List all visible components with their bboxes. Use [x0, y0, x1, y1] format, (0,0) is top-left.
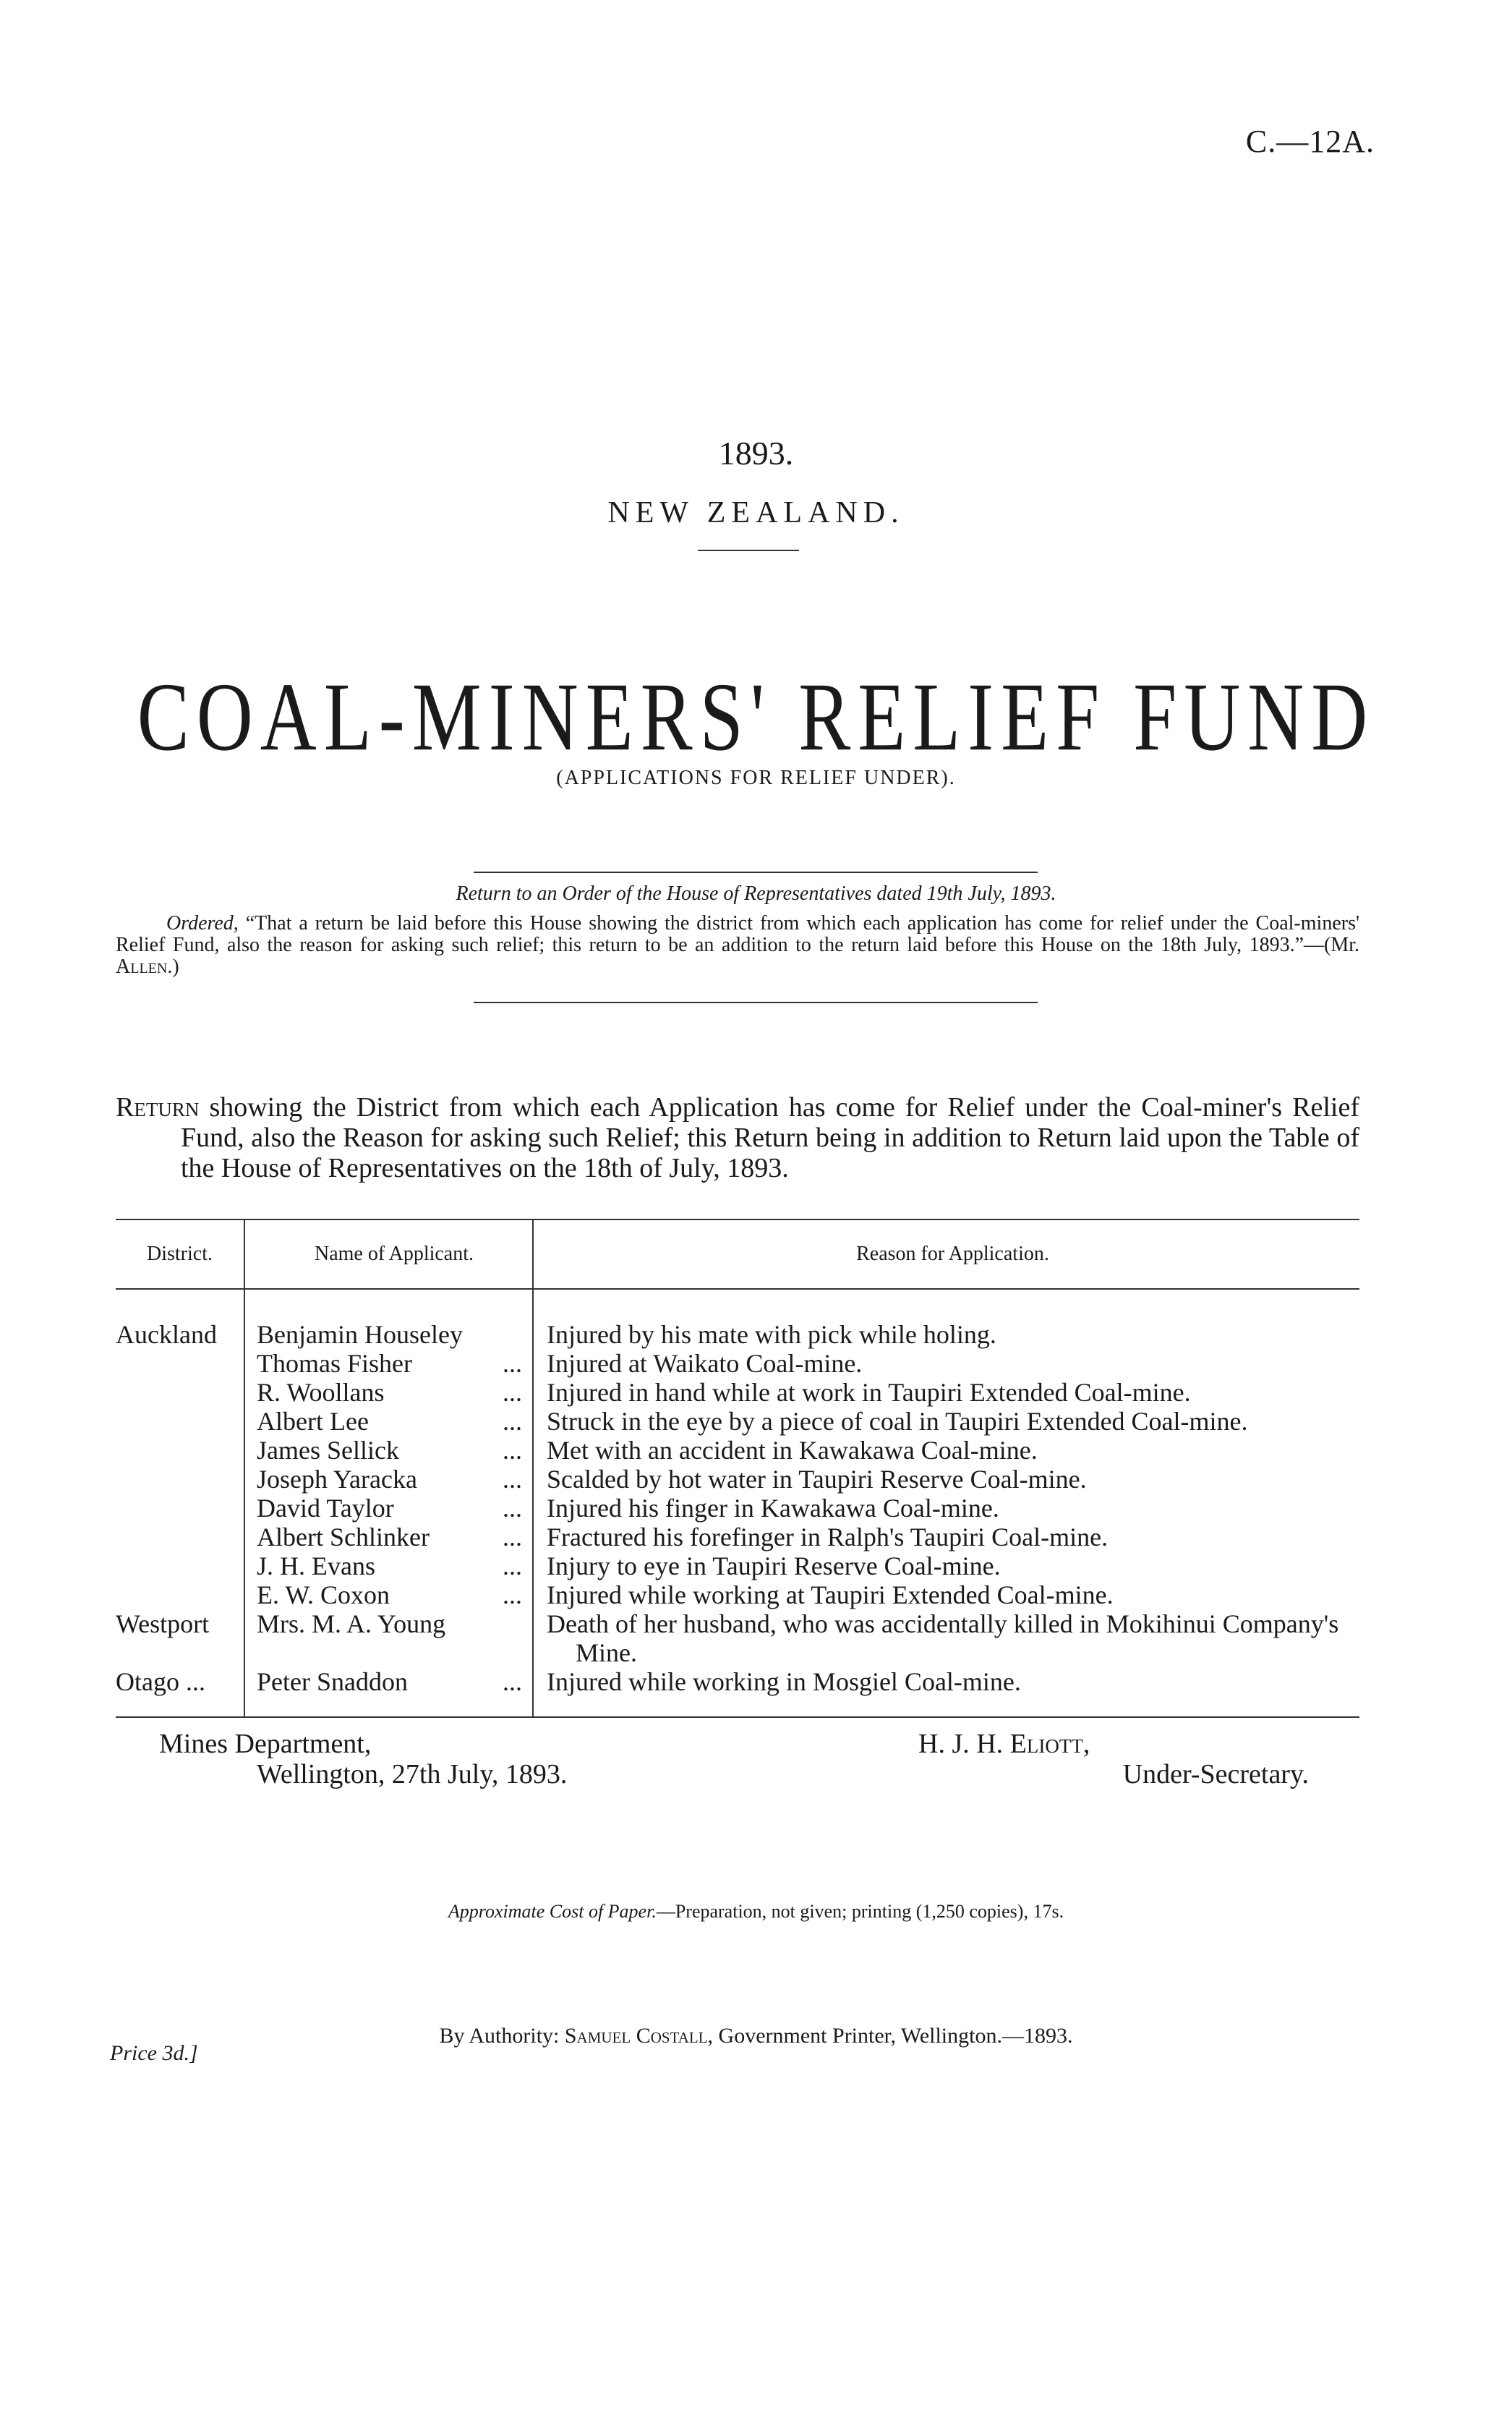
country-heading: NEW ZEALAND.: [607, 496, 905, 529]
applicant-name: Albert Lee: [257, 1407, 369, 1436]
cell-reason: [533, 1667, 1359, 1717]
printing-cost: [0, 1901, 1512, 1923]
applicant-name: Thomas Fisher: [257, 1349, 412, 1378]
cell-reason: [533, 1378, 1359, 1407]
table-row: [116, 1289, 1359, 1349]
leader-dots: ...: [503, 1667, 522, 1696]
cell-district: [116, 1349, 244, 1378]
cell-district: Otago ...: [116, 1667, 244, 1717]
leader-dots: ...: [503, 1465, 522, 1494]
leader-dots: ...: [503, 1523, 522, 1551]
applicant-name: J. H. Evans: [257, 1551, 375, 1580]
table-header-row: [116, 1219, 1359, 1289]
applicant-name: Albert Schlinker: [257, 1523, 430, 1551]
reason-text: Injured at Waikato Coal-mine.: [547, 1349, 863, 1378]
reason-text: Scalded by hot water in Taupiri Reserve Coal-mine.: [547, 1465, 1087, 1494]
header-district: District.: [116, 1219, 244, 1289]
cell-applicant: [244, 1407, 533, 1436]
table-row: [116, 1378, 1359, 1407]
cell-applicant: [244, 1465, 533, 1494]
cell-reason: [533, 1407, 1359, 1436]
divider: [474, 1002, 1038, 1003]
leader-dots: ...: [503, 1436, 522, 1465]
reason-text: Met with an accident in Kawakawa Coal-mine.: [547, 1436, 1038, 1465]
reason-text: Fractured his forefinger in Ralph's Taupiri Coal-mine.: [547, 1523, 1109, 1551]
ordered-label: Ordered,: [166, 912, 239, 935]
divider: [698, 550, 799, 551]
leader-dots: ...: [503, 1378, 522, 1407]
table-row: [116, 1349, 1359, 1378]
signatory-name: H. J. H. Eliott,: [918, 1729, 1090, 1759]
page-title: COAL-MINERS' RELIEF FUND: [137, 663, 1375, 772]
price: Price 3d.]: [110, 2041, 198, 2065]
cell-applicant: [244, 1349, 533, 1378]
reason-text: Injury to eye in Taupiri Reserve Coal-mine.: [547, 1551, 1001, 1580]
reason-text: Injured in hand while at work in Taupiri Extended Coal-mine.: [547, 1378, 1191, 1407]
applicant-name: Mrs. M. A. Young: [257, 1609, 446, 1638]
cell-district: [116, 1436, 244, 1465]
cell-applicant: [244, 1580, 533, 1609]
cell-district: Auckland: [116, 1289, 244, 1349]
order-closing: .): [167, 955, 179, 978]
signatory-role: Under-Secretary.: [1122, 1759, 1309, 1789]
cell-district: [116, 1580, 244, 1609]
table-row: [116, 1523, 1359, 1551]
cell-reason: [533, 1465, 1359, 1494]
applicant-name: Benjamin Houseley: [257, 1320, 463, 1349]
cell-applicant: [244, 1289, 533, 1349]
reason-text: Struck in the eye by a piece of coal in Taupiri Extended Coal-mine.: [547, 1407, 1248, 1436]
table-row: [116, 1609, 1359, 1667]
department-place-date: Wellington, 27th July, 1893.: [257, 1759, 568, 1789]
table-row: [116, 1494, 1359, 1523]
return-lead: Return: [116, 1092, 200, 1123]
header-reason: Reason for Application.: [533, 1219, 1359, 1289]
order-text: [116, 913, 1359, 978]
leader-dots: ...: [503, 1349, 522, 1378]
cost-text: —Preparation, not given; printing (1,250 copies), 17s.: [656, 1901, 1064, 1922]
leader-dots: ...: [503, 1551, 522, 1580]
divider: [474, 872, 1038, 873]
cell-district: [116, 1523, 244, 1551]
return-intro: [116, 1092, 1359, 1183]
cell-district: [116, 1494, 244, 1523]
member-name: Allen: [116, 955, 168, 978]
cell-reason: [533, 1289, 1359, 1349]
cell-applicant: [244, 1609, 533, 1667]
order-heading: Return to an Order of the House of Representatives dated 19th July, 1893.: [456, 882, 1056, 905]
order-body: “That a return be laid before this House showing the district from which each application has come for relief under the Coal-miners' Relief Fund, also the reason for asking such relief; this return to be an addition to the return laid before this House on the 18th July, 1893.”—(Mr.: [116, 912, 1360, 956]
applicant-name: Peter Snaddon: [257, 1667, 408, 1696]
applications-table: [116, 1219, 1359, 1718]
table-row: [116, 1407, 1359, 1436]
cell-district: [116, 1407, 244, 1436]
table-row: [116, 1580, 1359, 1609]
cell-reason: [533, 1580, 1359, 1609]
return-body: showing the District from which each Application has come for Relief under the Coal-miner's Relief Fund, also the Reason for asking such Relief; this Return being in addition to Return laid upon the Table of the House of Representatives on the 18th of July, 1893.: [181, 1092, 1360, 1183]
table-row: [116, 1551, 1359, 1580]
leader-dots: ...: [503, 1494, 522, 1523]
document-reference: C.—12A.: [1245, 124, 1375, 159]
table-row: [116, 1667, 1359, 1717]
cell-district: [116, 1378, 244, 1407]
reason-text: Injured while working at Taupiri Extended Coal-mine.: [547, 1580, 1114, 1609]
applicant-name: R. Woollans: [257, 1378, 385, 1407]
printer-name: Samuel Costall,: [564, 2024, 714, 2048]
cell-reason: [533, 1349, 1359, 1378]
cell-applicant: [244, 1551, 533, 1580]
department-line: Mines Department,: [159, 1729, 372, 1759]
signatory: [918, 1729, 1309, 1789]
table-row: [116, 1465, 1359, 1494]
publication-year: 1893.: [718, 435, 794, 472]
applicant-name: E. W. Coxon: [257, 1580, 390, 1609]
cell-applicant: [244, 1436, 533, 1465]
cell-reason: [533, 1551, 1359, 1580]
cell-reason: [533, 1494, 1359, 1523]
reason-text: Death of her husband, who was accidentally killed in Mokihinui Company's Mine.: [547, 1609, 1339, 1667]
authority-lead: By Authority:: [439, 2024, 560, 2048]
printer-authority: [0, 2024, 1512, 2048]
reason-text: Injured his finger in Kawakawa Coal-mine.: [547, 1494, 999, 1523]
authority-rest: Government Printer, Wellington.—1893.: [718, 2024, 1073, 2048]
cell-applicant: [244, 1494, 533, 1523]
page-subtitle: (APPLICATIONS FOR RELIEF UNDER).: [556, 767, 956, 789]
cell-district: Westport: [116, 1609, 244, 1667]
cell-applicant: [244, 1667, 533, 1717]
cell-district: [116, 1465, 244, 1494]
applicant-name: Joseph Yaracka: [257, 1465, 417, 1494]
cost-label: Approximate Cost of Paper.: [448, 1901, 657, 1922]
reason-text: Injured while working in Mosgiel Coal-mine.: [547, 1667, 1021, 1696]
cell-district: [116, 1551, 244, 1580]
leader-dots: ...: [503, 1580, 522, 1609]
applicant-name: David Taylor: [257, 1494, 394, 1523]
table-row: [116, 1436, 1359, 1465]
cell-reason: [533, 1609, 1359, 1667]
department-signoff: [159, 1729, 567, 1789]
applicant-name: James Sellick: [257, 1436, 399, 1465]
reason-text: Injured by his mate with pick while holing.: [547, 1320, 996, 1349]
cell-applicant: [244, 1523, 533, 1551]
cell-applicant: [244, 1378, 533, 1407]
leader-dots: ...: [503, 1407, 522, 1436]
cell-reason: [533, 1436, 1359, 1465]
cell-reason: [533, 1523, 1359, 1551]
header-applicant: Name of Applicant.: [244, 1219, 533, 1289]
